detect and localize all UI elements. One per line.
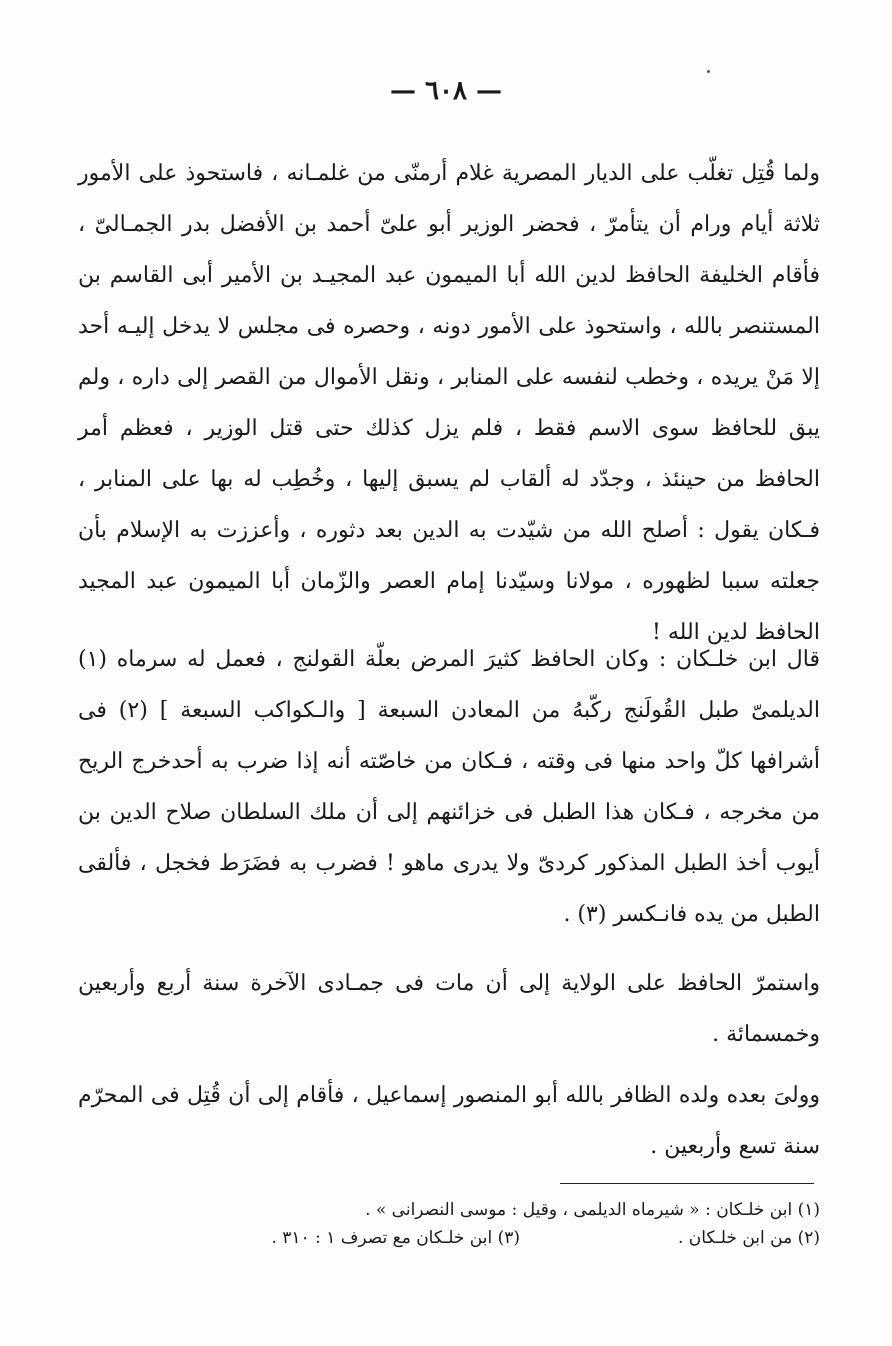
footnote-separator xyxy=(560,1183,814,1184)
paragraph-1 xyxy=(78,148,820,658)
paragraph-text: قال ابن خلـكان : وكان الحافظ كثيرَ المرض بعلّة القولنج ، فعمل له سرماه (١) الديلمىّ طبل القُولَنج ركّبهُ من المعادن السبعة [ والـكواكب السبعة ] (٢) فى أشرافها كلّ واحد منها فى وقته ، فـكان من خاصّته أنه إذا ضرب به أحدخرج الريح من مخرجه ، فـكان هذا الطبل فى خزائنهم إلى أن ملك السلطان صلاح الدين بن أيوب أخذ الطبل المذكور كردىّ ولا يدرى ماهو ! فضرب به فضَرَط فخجل ، فألقى الطبل من يده فانـكسر (٣) . xyxy=(78,647,820,927)
paragraph-4 xyxy=(78,1070,820,1172)
footnote-row xyxy=(78,1196,820,1224)
footnote-row xyxy=(78,1224,820,1252)
footnote-3: (٣) ابن خلـكان مع تصرف ١ : ٣١٠ . xyxy=(271,1228,520,1248)
footnotes xyxy=(78,1196,820,1252)
paragraph-2 xyxy=(78,634,820,940)
footnote-1: (١) ابن خلـكان : « شيرماه الديلمى ، وقيل : موسى النصرانى » . xyxy=(365,1200,820,1220)
paragraph-text: ولما قُتِل تغلّب على الديار المصرية غلام أرمنّى من غلمـانه ، فاستحوذ على الأمور ثلاثة أيام ورام أن يتأمرّ ، فحضر الوزير أبو علىّ أحمد بن الأفضل بدر الجمـالىّ ، فأقام الخليفة الحافظ لدين الله أبا الميمون عبد المجيـد بن الأمير أبى القاسم بن المستنصر بالله ، واستحوذ على الأمور دونه ، وحصره فى مجلس لا يدخل إليـه أحد إلا مَنْ يريده ، وخطب لنفسه على المنابر ، ونقل الأموال من القصر إلى داره ، ولم يبق للحافظ سوى الاسم فقط ، فلم يزل كذلك حتى قتل الوزير ، فعظم أمر الحافظ من حينئذ ، وجدّد له ألقاب لم يسبق إليها ، وخُطِب له بها على المنابر ، فـكان يقول : أصلح الله من شيّدت به الدين بعد دثوره ، وأعززت به الإسلام بأن جعلته سببا لظهوره ، مولانا وسيّدنا إمام العصر والزّمان أبا الميمون عبد المجيد الحافظ لدين الله ! xyxy=(78,161,820,645)
page-number: — ٦٠٨ — xyxy=(389,76,503,106)
paragraph-3 xyxy=(78,958,820,1060)
paragraph-text: واستمرّ الحافظ على الولاية إلى أن مات فى جمـادى الآخرة سنة أربع وأربعين وخمسمائة . xyxy=(78,971,820,1047)
paragraph-text: وولىَ بعده ولده الظافر بالله أبو المنصور إسماعيل ، فأقام إلى أن قُتِل فى المحرّم سنة تسع وأربعين . xyxy=(78,1083,820,1159)
scan-speck xyxy=(707,70,710,73)
footnote-2: (٢) من ابن خلـكان . xyxy=(677,1228,820,1248)
